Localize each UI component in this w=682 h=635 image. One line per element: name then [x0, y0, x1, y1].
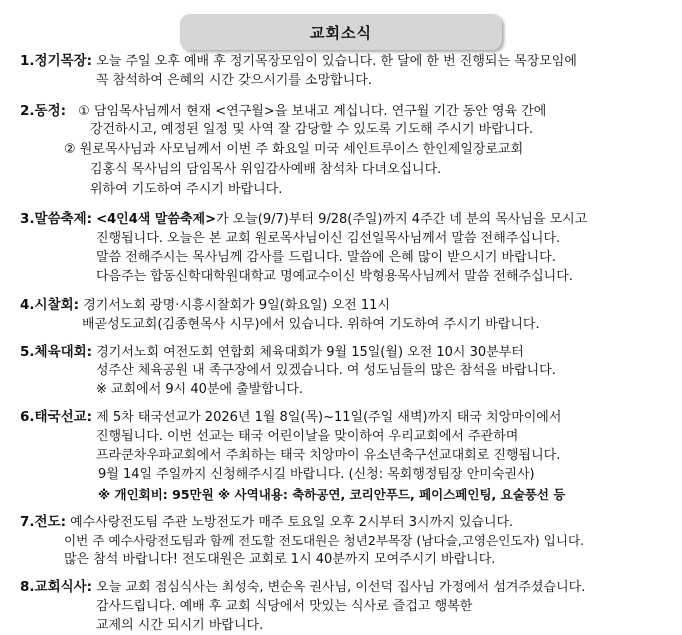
section-6-text-2: 진행됩니다. 이번 선교는 태국 어린이날을 맞이하여 우리교회에서 주관하며 — [96, 429, 519, 444]
section-2-line-1 — [20, 102, 546, 121]
section-1-text-1: 오늘 주일 오후 예배 후 정기목장모임이 있습니다. 한 달에 한 번 진행되는 목장모임에 — [96, 54, 577, 69]
section-8-text-1: 오늘 교회 점심식사는 최성숙, 변순옥 권사님, 이선덕 집사님 가정에서 섬겨주셨습니다. — [96, 580, 586, 595]
section-1-text-2: 꼭 참석하여 은혜의 시간 갖으시기를 소망합니다. — [96, 73, 372, 88]
section-2-item-2-text-2: 김홍식 목사님의 담임목사 위임감사예배 참석차 다녀오십니다. — [90, 162, 442, 177]
section-8-text-2: 감사드립니다. 예배 후 교회 식당에서 맛있는 식사로 즐겁고 행복한 — [96, 599, 473, 614]
section-2-item-1-text-1: 담임목사님께서 현재 <연구월>을 보내고 계십니다. 연구월 기간 동안 영육 간에 — [93, 104, 547, 119]
section-8-text-3: 교제의 시간 되시기 바랍니다. — [96, 618, 264, 633]
section-5-heading: 5.체육대회: — [20, 344, 93, 360]
section-5-text-3: ※ 교회에서 9시 40분에 출발합니다. — [96, 382, 304, 397]
section-4-line-1 — [20, 296, 390, 315]
section-2-item-2-text-3: 위하여 기도하여 주시기 바랍니다. — [90, 182, 283, 197]
section-6-heading: 6.태국선교: — [20, 409, 93, 425]
section-7-text-2: 이번 주 예수사랑전도팀과 함께 전도할 전도대원은 청년2부목장 (남다슬,고영은인도자) 입니다. — [64, 533, 585, 548]
section-3-text-2: 진행됩니다. 오늘은 본 교회 원로목사님이신 김선일목사님께서 말씀 전해주십니다. — [96, 231, 561, 246]
section-2-heading: 2.동정: — [20, 103, 67, 119]
section-2-item-2-text-1: 원로목사님과 사모님께서 이번 주 화요일 미국 세인트루이스 한인제일장로교회 — [79, 142, 524, 157]
section-8-line-1 — [20, 578, 585, 597]
section-2-item-2-line-1 — [64, 141, 523, 159]
page-title: 교회소식 — [310, 23, 372, 42]
section-7-heading: 7.전도: — [20, 514, 67, 530]
section-2-item-2-number: ② — [64, 142, 76, 157]
section-4-heading: 4.시찰회: — [20, 297, 80, 313]
section-5-text-1: 경기서노회 여전도회 연합회 체육대회가 9월 15일(월) 오전 10시 30분부터 — [96, 345, 524, 360]
section-5-line-1 — [20, 343, 524, 362]
section-7-text-3: 많은 참석 바랍니다! 전도대원은 교회로 1시 40분까지 모여주시기 바랍니다. — [64, 552, 496, 567]
section-6-text-1: 제 5차 태국선교가 2026년 1월 8일(목)~11일(주일 새벽)까지 태국 치앙마이에서 — [96, 410, 562, 425]
section-3-text-4: 다음주는 합동신학대학원대학교 명예교수이신 박형용목사님께서 말씀 전해주십니다. — [96, 269, 573, 284]
section-7-text-1: 예수사랑전도팀 주관 노방전도가 매주 토요일 오후 2시부터 3시까지 있습니다. — [70, 515, 514, 530]
section-4-text-2: 배곧성도교회(김종현목사 시무)에서 있습니다. 위하여 기도하여 주시기 바랍니다. — [82, 317, 540, 332]
section-1-heading: 1.정기목장: — [20, 53, 93, 69]
section-3-text-3: 말씀 전해주시는 목사님께 감사를 드립니다. 말씀에 은혜 많이 받으시기 바랍니다. — [96, 250, 556, 265]
section-3-event-name: <4인4색 말씀축제> — [96, 212, 216, 227]
section-3-heading: 3.말씀축제: — [20, 211, 93, 227]
section-6-text-4: 9월 14일 주일까지 신청해주시길 바랍니다. (신청: 목회행정팀장 안미숙권사) — [98, 467, 535, 482]
section-2-item-1-number: ① — [78, 104, 90, 119]
section-1-line-1 — [20, 52, 577, 71]
title-banner — [180, 14, 502, 50]
section-6-text-3: 프라쿤차우파교회에서 주최하는 태국 치앙마이 유소년축구선교대회로 진행됩니다. — [96, 448, 561, 463]
section-2-item-1-text-2: 강건하시고, 예정된 일정 및 사역 잘 감당할 수 있도록 기도해 주시기 바랍니다. — [90, 122, 534, 137]
section-4-text-1: 경기서노회 광명·시흥시찰회가 9일(화요일) 오전 11시 — [83, 298, 390, 313]
section-5-text-2: 성주산 체육공원 내 족구장에서 있겠습니다. 여 성도님들의 많은 참석을 바랍니다. — [96, 363, 556, 378]
section-6-line-1 — [20, 408, 561, 427]
section-8-heading: 8.교회식사: — [20, 579, 93, 595]
section-6-text-5: ※ 개인회비: 95만원 ※ 사역내용: 축하공연, 코리안푸드, 페이스페인팅, 요술풍선 등 — [98, 487, 566, 502]
section-3-line-1 — [20, 210, 587, 229]
section-7-line-1 — [20, 513, 513, 532]
section-3-text-1: 가 오늘(9/7)부터 9/28(주일)까지 4주간 네 분의 목사님을 모시고 — [215, 212, 588, 227]
